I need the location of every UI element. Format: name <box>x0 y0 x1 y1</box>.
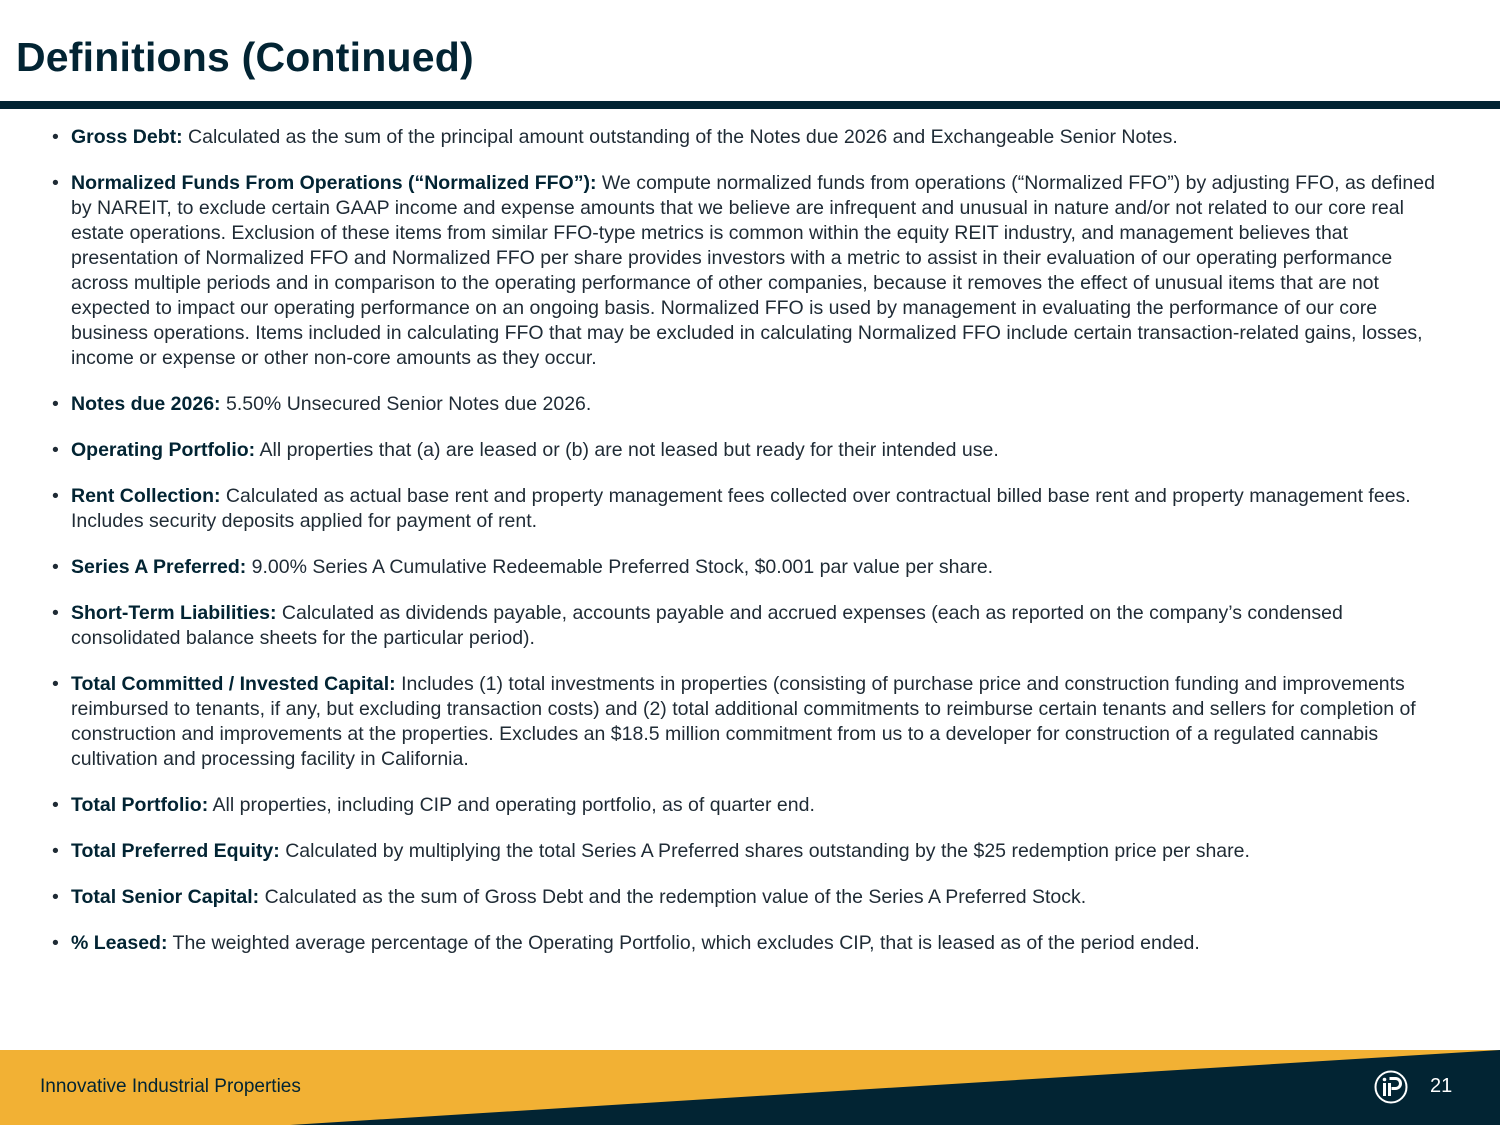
definition-term: Rent Collection: <box>71 485 221 507</box>
definition-item <box>52 931 1447 956</box>
bullet-icon: • <box>52 393 59 415</box>
definitions-list <box>52 125 1447 977</box>
definition-item <box>52 484 1447 534</box>
definition-term: Total Portfolio: <box>71 794 209 816</box>
bullet-icon: • <box>52 886 59 908</box>
bullet-icon: • <box>52 556 59 578</box>
footer-company-name: Innovative Industrial Properties <box>40 1076 301 1097</box>
definition-item <box>52 839 1447 864</box>
bullet-icon: • <box>52 602 59 624</box>
definition-item <box>52 672 1447 772</box>
definition-term: Total Senior Capital: <box>71 886 260 908</box>
definition-item <box>52 793 1447 818</box>
page-number: 21 <box>1430 1075 1453 1097</box>
definition-item <box>52 555 1447 580</box>
bullet-icon: • <box>52 126 59 148</box>
definition-text: 5.50% Unsecured Senior Notes due 2026. <box>225 393 592 415</box>
definition-term: Operating Portfolio: <box>71 439 256 461</box>
bullet-icon: • <box>52 172 59 194</box>
definition-text: All properties, including CIP and operating portfolio, as of quarter end. <box>212 794 815 816</box>
bullet-icon: • <box>52 673 59 695</box>
header-rule <box>0 101 1500 109</box>
company-logo-icon <box>1374 1070 1408 1104</box>
definition-item <box>52 392 1447 417</box>
definition-item <box>52 438 1447 463</box>
definition-text: Calculated as the sum of the principal amount outstanding of the Notes due 2026 and Exchangeable Senior Notes. <box>188 126 1178 148</box>
definition-item <box>52 125 1447 150</box>
definition-term: Short-Term Liabilities: <box>71 602 277 624</box>
bullet-icon: • <box>52 840 59 862</box>
definition-item <box>52 885 1447 910</box>
bullet-icon: • <box>52 932 59 954</box>
definition-text: All properties that (a) are leased or (b) are not leased but ready for their intended use. <box>259 439 999 461</box>
definition-text: Includes (1) total investments in properties (consisting of purchase price and construction funding and improvements reimbursed to tenants, if any, but excluding transaction costs) and (2) total additional commitments to reimburse certain tenants and sellers for completion of construction and improvements at the properties. Excludes an $18.5 million commitment from us to a developer for construction of a regulated cannabis cultivation and processing facility in California. <box>71 673 1416 770</box>
definition-text: Calculated as the sum of Gross Debt and the redemption value of the Series A Preferred Stock. <box>264 886 1087 908</box>
definition-term: Total Committed / Invested Capital: <box>71 673 396 695</box>
bullet-icon: • <box>52 794 59 816</box>
definition-text: Calculated as actual base rent and property management fees collected over contractual billed base rent and property management fees. Includes security deposits applied for payment of rent. <box>71 485 1411 532</box>
definition-text: Calculated as dividends payable, accounts payable and accrued expenses (each as reported on the company’s condensed consolidated balance sheets for the particular period). <box>71 602 1343 649</box>
definition-text: 9.00% Series A Cumulative Redeemable Preferred Stock, $0.001 par value per share. <box>251 556 994 578</box>
bullet-icon: • <box>52 439 59 461</box>
definition-text: Calculated by multiplying the total Series A Preferred shares outstanding by the $25 redemption price per share. <box>285 840 1250 862</box>
definition-term: % Leased: <box>71 932 168 954</box>
definition-term: Total Preferred Equity: <box>71 840 280 862</box>
definition-term: Normalized Funds From Operations (“Normalized FFO”): <box>71 172 597 194</box>
definition-term: Notes due 2026: <box>71 393 221 415</box>
page-title: Definitions (Continued) <box>16 34 474 80</box>
definition-text: The weighted average percentage of the Operating Portfolio, which excludes CIP, that is leased as of the period ended. <box>172 932 1200 954</box>
bullet-icon: • <box>52 485 59 507</box>
definition-term: Gross Debt: <box>71 126 183 148</box>
definition-term: Series A Preferred: <box>71 556 247 578</box>
definition-text: We compute normalized funds from operations (“Normalized FFO”) by adjusting FFO, as defined by NAREIT, to exclude certain GAAP income and expense amounts that we believe are infrequent and unusual in nature and/or not related to our core real estate operations. Exclusion of these items from similar FFO-type metrics is common within the equity REIT industry, and management believes that presentation of Normalized FFO and Normalized FFO per share provides investors with a metric to assist in their evaluation of our operating performance across multiple periods and in comparison to the operating performance of other companies, because it removes the effect of unusual items that are not expected to impact our operating performance on an ongoing basis. Normalized FFO is used by management in evaluating the performance of our core business operations. Items included in calculating FFO that may be excluded in calculating Normalized FFO include certain transaction-related gains, losses, income or expense or other non-core amounts as they occur. <box>71 172 1435 369</box>
definition-item <box>52 601 1447 651</box>
definition-item <box>52 171 1447 371</box>
